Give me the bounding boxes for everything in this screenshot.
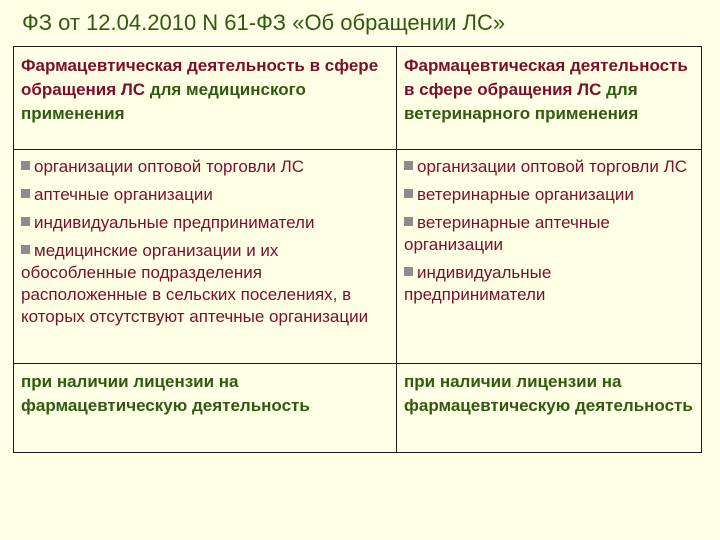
square-bullet-icon: [404, 161, 413, 170]
list-item: [21, 184, 390, 206]
list-item: [21, 212, 390, 234]
header-veterinary-purpose: для ветеринарного применения: [404, 80, 639, 123]
list-item-text: организации оптовой торговли ЛС: [34, 157, 304, 176]
comparison-table: [13, 46, 702, 453]
list-item-text: индивидуальные предприниматели: [34, 213, 315, 232]
list-item-text: организации оптовой торговли ЛС: [417, 157, 687, 176]
license-note-medical: при наличии лицензии на фармацевтическую деятельность: [14, 364, 397, 453]
table-footer-row: [14, 364, 702, 453]
list-item-text: ветеринарные аптечные организации: [404, 213, 610, 254]
table-header-row: [14, 47, 702, 150]
square-bullet-icon: [404, 267, 413, 276]
square-bullet-icon: [21, 245, 30, 254]
list-item-text: ветеринарные организации: [417, 185, 634, 204]
square-bullet-icon: [404, 217, 413, 226]
medical-list-cell: [14, 150, 397, 364]
license-note-veterinary: при наличии лицензии на фармацевтическую деятельность: [397, 364, 702, 453]
header-veterinary-activity: Фармацевтическая деятельность в сфере обращения ЛС: [404, 56, 688, 99]
square-bullet-icon: [21, 161, 30, 170]
header-cell-veterinary: [397, 47, 702, 150]
list-item: [21, 156, 390, 178]
square-bullet-icon: [404, 189, 413, 198]
list-item: [404, 262, 695, 306]
square-bullet-icon: [21, 217, 30, 226]
header-medical-purpose: для медицинского применения: [21, 80, 306, 123]
header-cell-medical: [14, 47, 397, 150]
list-item: [404, 184, 695, 206]
list-item: [404, 156, 695, 178]
list-item-text: медицинские организации и их обособленные подразделения расположенные в сельских поселениях, в которых отсутствуют аптечные организации: [21, 241, 369, 326]
page-title: ФЗ от 12.04.2010 N 61-ФЗ «Об обращении ЛС»: [22, 10, 506, 35]
list-item-text: индивидуальные предприниматели: [404, 263, 552, 304]
list-item-text: аптечные организации: [34, 185, 213, 204]
list-item: [21, 240, 390, 328]
square-bullet-icon: [21, 189, 30, 198]
veterinary-list-cell: [397, 150, 702, 364]
list-item: [404, 212, 695, 256]
table-body-row: [14, 150, 702, 364]
header-medical-activity: Фармацевтическая деятельность в сфере обращения ЛС: [21, 56, 379, 99]
